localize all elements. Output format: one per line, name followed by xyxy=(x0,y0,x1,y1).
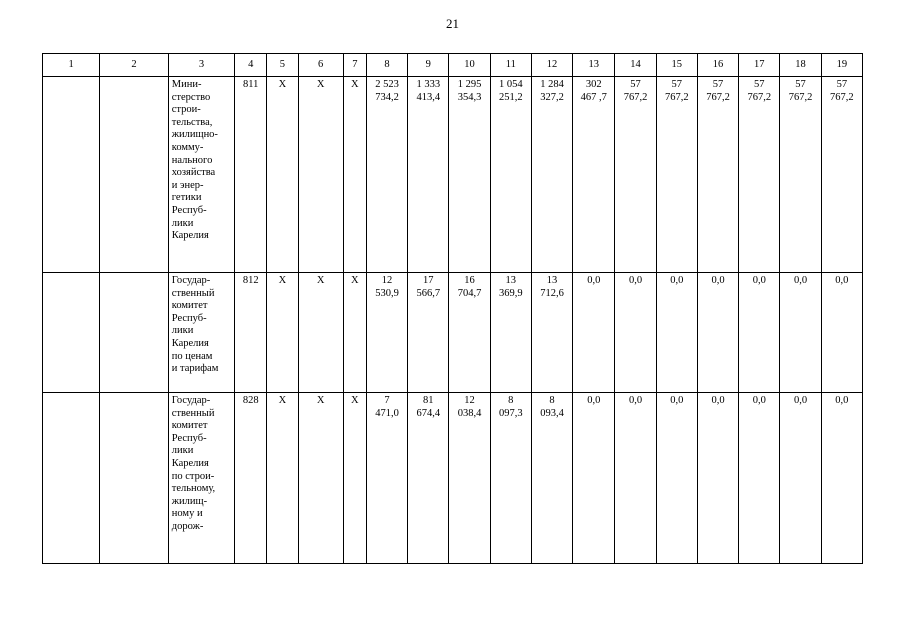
column-number-cell: 7 xyxy=(343,54,366,77)
agency-name-cell: Государ- ственный комитет Респуб- лики Карелия по строи- тельному, жилищ- ному и дорож- xyxy=(168,393,234,564)
empty-cell xyxy=(43,393,100,564)
code-cell: 812 xyxy=(235,273,267,393)
x-mark-cell: Х xyxy=(343,273,366,393)
amount-cell: 1 054 251,2 xyxy=(490,77,531,273)
column-number-cell: 19 xyxy=(821,54,862,77)
amount-cell: 1 295 354,3 xyxy=(449,77,490,273)
amount-cell: 302 467 ,7 xyxy=(573,77,615,273)
empty-cell xyxy=(100,77,168,273)
table-row xyxy=(43,77,863,273)
column-number-cell: 10 xyxy=(449,54,490,77)
agency-name-cell: Государ- ственный комитет Респуб- лики Карелия по ценам и тарифам xyxy=(168,273,234,393)
amount-cell: 81 674,4 xyxy=(408,393,449,564)
amount-cell: 0,0 xyxy=(697,393,738,564)
amount-cell: 0,0 xyxy=(780,273,821,393)
x-mark-cell: Х xyxy=(298,77,343,273)
amount-cell: 13 369,9 xyxy=(490,273,531,393)
amount-cell: 57 767,2 xyxy=(739,77,780,273)
column-number-cell: 17 xyxy=(739,54,780,77)
empty-cell xyxy=(43,77,100,273)
column-number-cell: 2 xyxy=(100,54,168,77)
column-number-cell: 5 xyxy=(267,54,298,77)
x-mark-cell: Х xyxy=(298,273,343,393)
column-number-cell: 4 xyxy=(235,54,267,77)
column-number-cell: 14 xyxy=(615,54,656,77)
amount-cell: 7 471,0 xyxy=(366,393,407,564)
column-number-cell: 11 xyxy=(490,54,531,77)
x-mark-cell: Х xyxy=(298,393,343,564)
amount-cell: 57 767,2 xyxy=(615,77,656,273)
page-number: 21 xyxy=(446,16,459,31)
empty-cell xyxy=(100,393,168,564)
amount-cell: 0,0 xyxy=(821,393,862,564)
column-number-cell: 13 xyxy=(573,54,615,77)
amount-cell: 13 712,6 xyxy=(531,273,572,393)
column-number-cell: 3 xyxy=(168,54,234,77)
column-number-cell: 9 xyxy=(408,54,449,77)
amount-cell: 17 566,7 xyxy=(408,273,449,393)
amount-cell: 1 333 413,4 xyxy=(408,77,449,273)
x-mark-cell: Х xyxy=(343,77,366,273)
amount-cell: 57 767,2 xyxy=(656,77,697,273)
amount-cell: 1 284 327,2 xyxy=(531,77,572,273)
amount-cell: 12 530,9 xyxy=(366,273,407,393)
amount-cell: 0,0 xyxy=(739,273,780,393)
column-number-cell: 12 xyxy=(531,54,572,77)
amount-cell: 0,0 xyxy=(573,273,615,393)
amount-cell: 0,0 xyxy=(697,273,738,393)
amount-cell: 0,0 xyxy=(780,393,821,564)
amount-cell: 57 767,2 xyxy=(821,77,862,273)
amount-cell: 0,0 xyxy=(573,393,615,564)
code-cell: 828 xyxy=(235,393,267,564)
column-number-cell: 6 xyxy=(298,54,343,77)
empty-cell xyxy=(100,273,168,393)
amount-cell: 0,0 xyxy=(739,393,780,564)
amount-cell: 0,0 xyxy=(656,273,697,393)
amount-cell: 12 038,4 xyxy=(449,393,490,564)
amount-cell: 0,0 xyxy=(615,273,656,393)
budget-table xyxy=(42,53,863,564)
amount-cell: 0,0 xyxy=(821,273,862,393)
x-mark-cell: Х xyxy=(267,273,298,393)
amount-cell: 0,0 xyxy=(615,393,656,564)
column-number-cell: 16 xyxy=(697,54,738,77)
code-cell: 811 xyxy=(235,77,267,273)
amount-cell: 57 767,2 xyxy=(780,77,821,273)
amount-cell: 16 704,7 xyxy=(449,273,490,393)
column-number-cell: 18 xyxy=(780,54,821,77)
column-number-cell: 15 xyxy=(656,54,697,77)
table-row xyxy=(43,273,863,393)
amount-cell: 8 097,3 xyxy=(490,393,531,564)
x-mark-cell: Х xyxy=(267,77,298,273)
empty-cell xyxy=(43,273,100,393)
column-number-row xyxy=(43,54,863,77)
x-mark-cell: Х xyxy=(267,393,298,564)
amount-cell: 8 093,4 xyxy=(531,393,572,564)
column-number-cell: 8 xyxy=(366,54,407,77)
x-mark-cell: Х xyxy=(343,393,366,564)
amount-cell: 2 523 734,2 xyxy=(366,77,407,273)
column-number-cell: 1 xyxy=(43,54,100,77)
amount-cell: 57 767,2 xyxy=(697,77,738,273)
agency-name-cell: Мини- стерство строи- тельства, жилищно- комму- нального хозяйства и энер- гетики Респуб- лики Карелия xyxy=(168,77,234,273)
amount-cell: 0,0 xyxy=(656,393,697,564)
table-row xyxy=(43,393,863,564)
